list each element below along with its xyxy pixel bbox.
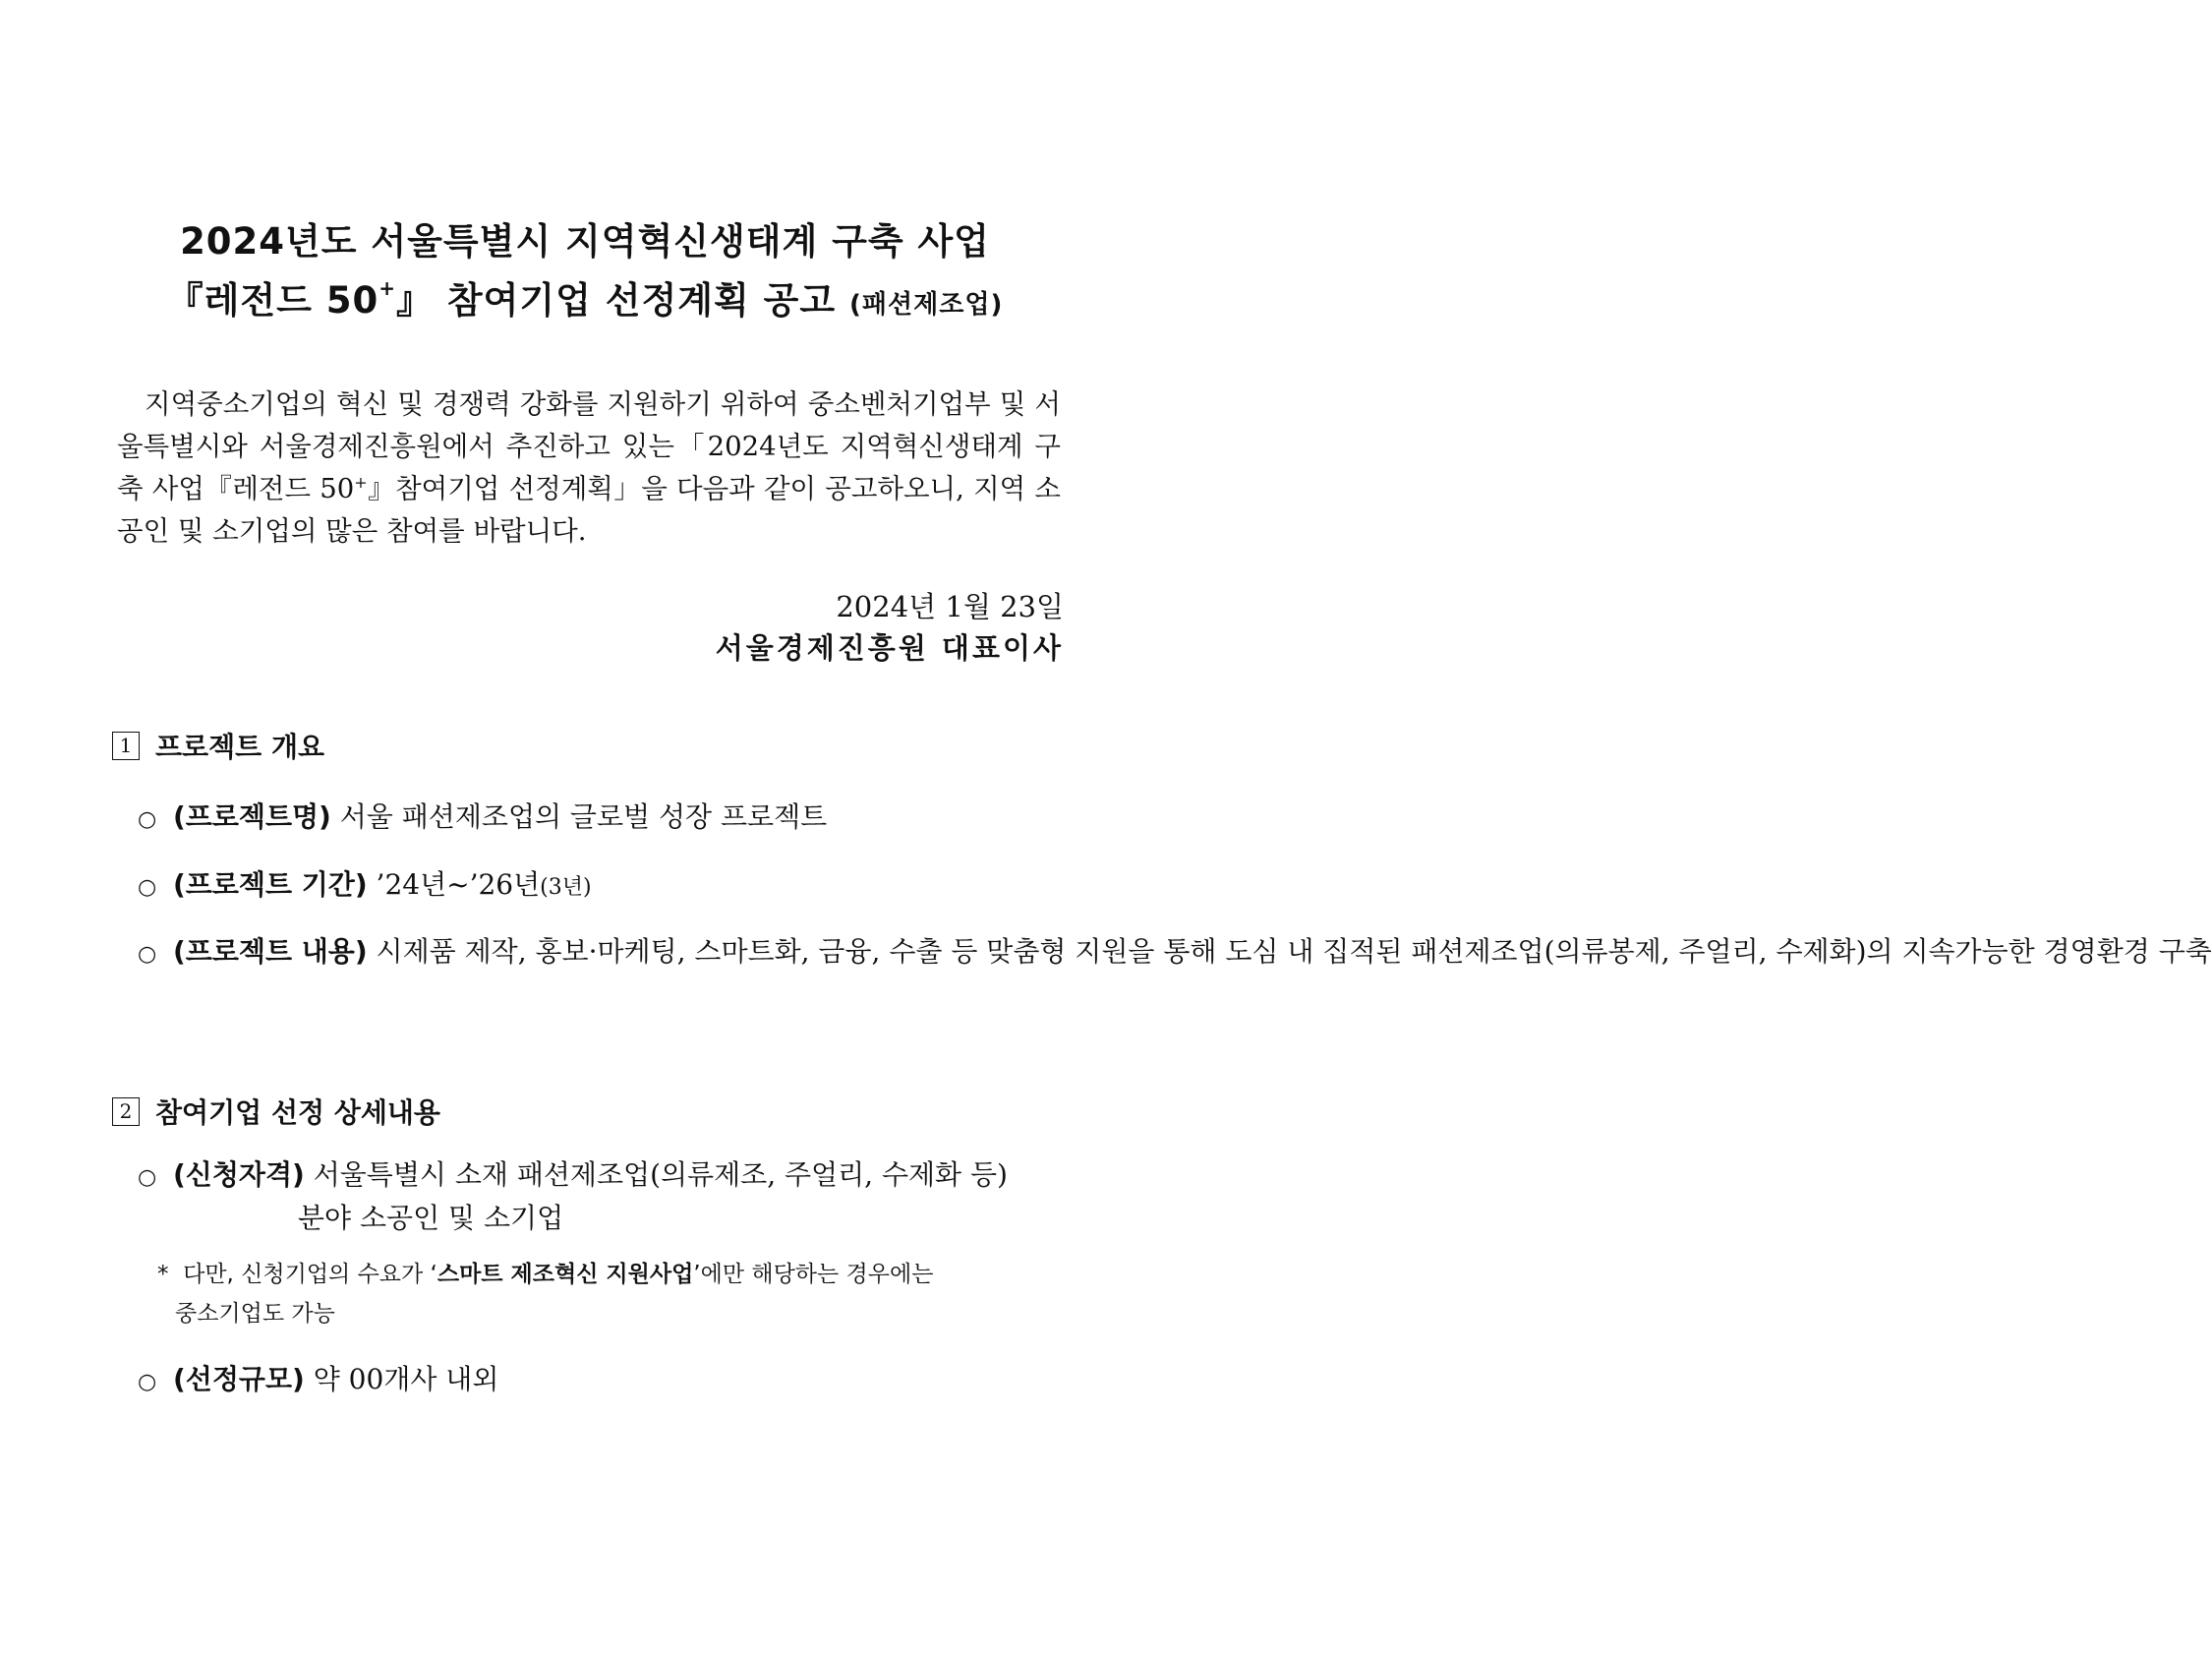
bullet-mark: ○ — [138, 875, 157, 900]
footnote — [157, 1255, 1062, 1294]
item-label: (프로젝트 기간) — [173, 868, 368, 901]
item-text: 약 00개사 내외 — [313, 1363, 499, 1395]
note-bold-text: 스마트 제조혁신 지원사업 — [437, 1262, 694, 1287]
section-2-number-box: 2 — [112, 1097, 140, 1126]
item-text: ’24년~’26년 — [376, 868, 541, 901]
intro-superscript: + — [354, 472, 368, 492]
title-prefix: 『레전드 50 — [166, 279, 379, 322]
bullet-mark: ○ — [138, 1370, 157, 1394]
title-line-1: 2024년도 서울특별시 지역혁신생태계 구축 사업 — [180, 220, 990, 263]
title-category: (패션제조업) — [848, 290, 1004, 320]
note-text-after: ’에만 해당하는 경우에는 — [693, 1262, 934, 1287]
item-text-continuation: 분야 소공인 및 소기업 — [298, 1202, 564, 1234]
section-1-title: 프로젝트 개요 — [155, 731, 325, 763]
intro-paragraph — [117, 384, 1061, 553]
list-item — [138, 795, 1062, 842]
section-1-number-box: 1 — [112, 732, 140, 760]
list-item — [138, 1152, 1062, 1200]
item-text-small: (3년) — [540, 875, 592, 900]
item-text: 서울 패션제조업의 글로벌 성장 프로젝트 — [339, 800, 828, 833]
list-item — [138, 1357, 1062, 1404]
section-2-heading — [112, 1092, 440, 1131]
item-label: (프로젝트 내용) — [173, 935, 368, 968]
title-line-2 — [0, 270, 1170, 324]
issuer-signature: 서울경제진흥원 대표이사 — [715, 631, 1064, 665]
list-item — [138, 862, 1062, 910]
note-mark: * — [157, 1262, 169, 1287]
announcement-date: 2024년 1월 23일 — [836, 590, 1064, 623]
item-label: (프로젝트명) — [173, 800, 331, 833]
item-text: 서울특별시 소재 패션제조업(의류제조, 주얼리, 수제화 등) — [313, 1158, 1008, 1191]
intro-text-2: 』참여기업 선정계획」을 다음과 같이 공고하오니, 지역 소공인 및 소기업의 많은 참여를 바랍니다. — [117, 473, 1061, 547]
bullet-mark: ○ — [138, 1165, 157, 1190]
title-superscript: + — [378, 276, 397, 300]
bullet-mark: ○ — [138, 942, 157, 967]
title-main: 』 참여기업 선정계획 공고 — [396, 279, 849, 322]
intro-text-1: 지역중소기업의 혁신 및 경쟁력 강화를 지원하기 위하여 중소벤처기업부 및 서울특별시와 서울경제진흥원에서 추진하고 있는「2024년도 지역혁신생태계 구축 사업『레전드 50 — [117, 388, 1061, 504]
section-1-heading — [112, 726, 324, 765]
section-2-title: 참여기업 선정 상세내용 — [155, 1096, 440, 1129]
list-item — [138, 929, 2212, 976]
item-text: 시제품 제작, 홍보·마케팅, 스마트화, 금융, 수출 등 맞춤형 지원을 통해 도심 내 집적된 패션제조업(의류봉제, 주얼리, 수제화)의 지속가능한 경영환경 구축 — [376, 935, 2212, 968]
footnote-continuation: 중소기업도 가능 — [175, 1301, 335, 1327]
bullet-mark: ○ — [138, 807, 157, 832]
item-label: (선정규모) — [173, 1363, 305, 1395]
note-text-before: 다만, 신청기업의 수요가 ‘ — [183, 1262, 437, 1287]
item-label: (신청자격) — [173, 1158, 305, 1191]
